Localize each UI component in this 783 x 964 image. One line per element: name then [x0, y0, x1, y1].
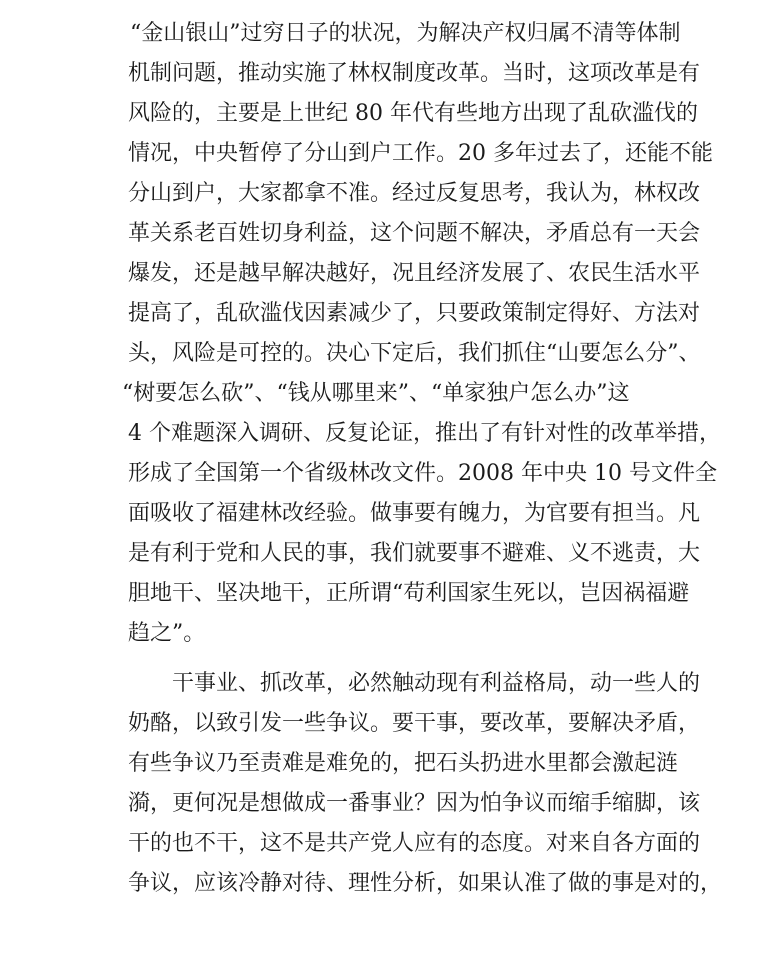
text-line [0, 54, 783, 94]
text-line [0, 824, 783, 864]
text-line-content: 分山到户，大家都拿不准。经过反复思考，我认为，林权改 [128, 181, 701, 206]
text-line [0, 134, 783, 174]
text-line-content: 形成了全国第一个省级林改文件。2008 年中央 10 号文件全 [128, 461, 717, 486]
text-line [0, 784, 783, 824]
text-line-content: 革关系老百姓切身利益，这个问题不解决，矛盾总有一天会 [128, 221, 701, 246]
text-line [0, 614, 783, 654]
text-line [0, 574, 783, 614]
text-line [0, 94, 783, 134]
text-line-content: 趋之”。 [128, 621, 206, 646]
text-line [0, 334, 783, 374]
text-line-content: 奶酪，以致引发一些争议。要干事，要改革，要解决矛盾， [128, 711, 701, 736]
text-line [0, 174, 783, 214]
text-line-content: 风险的，主要是上世纪 80 年代有些地方出现了乱砍滥伐的 [128, 101, 698, 126]
text-line-content: 提高了，乱砍滥伐因素减少了，只要政策制定得好、方法对 [128, 301, 701, 326]
text-line-content: “金山银山”过穷日子的状况，为解决产权归属不清等体制 [130, 21, 681, 46]
text-line [0, 744, 783, 784]
text-line-content: 机制问题，推动实施了林权制度改革。当时，这项改革是有 [128, 61, 701, 86]
text-line [0, 534, 783, 574]
text-line-content: 爆发，还是越早解决越好，况且经济发展了、农民生活水平 [128, 261, 701, 286]
text-line [0, 494, 783, 534]
text-line [0, 294, 783, 334]
text-line [0, 214, 783, 254]
text-line-content: 争议，应该冷静对待、理性分析，如果认准了做的事是对的， [128, 871, 723, 896]
text-line-content: 头，风险是可控的。决心下定后，我们抓住“山要怎么分”、 [128, 341, 701, 366]
text-line-content: 有些争议乃至责难是难免的，把石头扔进水里都会激起涟 [128, 751, 679, 776]
text-line-content: 面吸收了福建林改经验。做事要有魄力，为官要有担当。凡 [128, 501, 701, 526]
text-line-content: 是有利于党和人民的事，我们就要事不避难、义不逃责，大 [128, 541, 701, 566]
text-line [0, 704, 783, 744]
paragraph-first-line [0, 664, 783, 704]
text-line [0, 374, 783, 414]
text-line [0, 864, 783, 904]
text-line-content: 干事业、抓改革，必然触动现有利益格局，动一些人的 [172, 671, 701, 696]
text-line [0, 254, 783, 294]
text-line-content: 干的也不干，这不是共产党人应有的态度。对来自各方面的 [128, 831, 701, 856]
text-line-content: “树要怎么砍”、“钱从哪里来”、“单家独户怎么办”这 [122, 381, 630, 406]
text-line-content: 情况，中央暂停了分山到户工作。20 多年过去了，还能不能 [128, 141, 713, 166]
text-line [0, 414, 783, 454]
text-line-content: 漪，更何况是想做成一番事业？因为怕争议而缩手缩脚，该 [128, 791, 701, 816]
text-line-content: 4 个难题深入调研、反复论证，推出了有针对性的改革举措， [128, 421, 721, 446]
text-line [0, 14, 783, 54]
text-line-content: 胆地干、坚决地干，正所谓“苟利国家生死以，岂因祸福避 [128, 581, 690, 606]
text-line [0, 454, 783, 494]
